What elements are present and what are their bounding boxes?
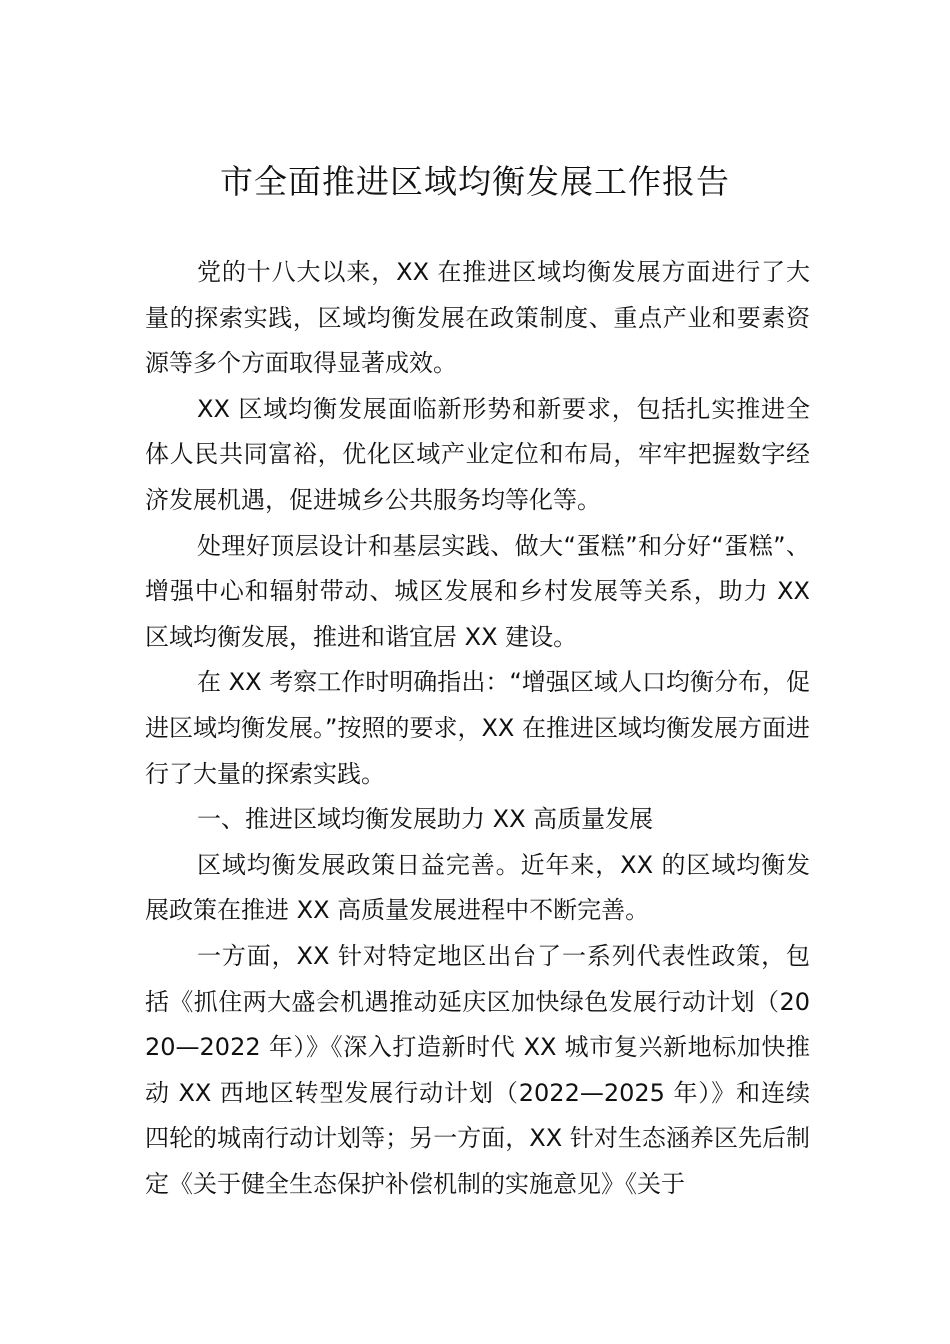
body-paragraph: 一方面，XX 针对特定地区出台了一系列代表性政策，包括《抓住两大盛会机遇推动延庆区加快绿色发展行动计划（2020—2022 年）》《深入打造新时代 XX 城市复兴新地标加快推动 XX 西地区转型发展行动计划（2022—2025 年）》和连续四轮的城南行动计划等；另一方面，XX 针对生态涵养区先后制定《关于健全生态保护补偿机制的实施意见》《关于 — [145, 941, 810, 1198]
section-heading: 一、推进区域均衡发展助力 XX 高质量发展 — [197, 805, 654, 834]
body-paragraph: XX 区域均衡发展面临新形势和新要求，包括扎实推进全体人民共同富裕，优化区域产业定位和布局，牢牢把握数字经济发展机遇，促进城乡公共服务均等化等。 — [145, 394, 810, 514]
body-paragraph: 在 XX 考察工作时明确指出：“增强区域人口均衡分布，促进区域均衡发展。”按照的要求，XX 在推进区域均衡发展方面进行了大量的探索实践。 — [145, 668, 810, 788]
body-paragraph: 区域均衡发展政策日益完善。近年来，XX 的区域均衡发展政策在推进 XX 高质量发展进程中不断完善。 — [145, 850, 810, 925]
document-title: 市全面推进区域均衡发展工作报告 — [220, 162, 730, 201]
body-paragraph: 处理好顶层设计和基层实践、做大“蛋糕”和分好“蛋糕”、增强中心和辐射带动、城区发展和乡村发展等关系，助力 XX 区域均衡发展，推进和谐宜居 XX 建设。 — [145, 531, 810, 651]
document-body — [145, 250, 810, 1207]
body-paragraph: 党的十八大以来，XX 在推进区域均衡发展方面进行了大量的探索实践，区域均衡发展在政策制度、重点产业和要素资源等多个方面取得显著成效。 — [145, 258, 810, 378]
